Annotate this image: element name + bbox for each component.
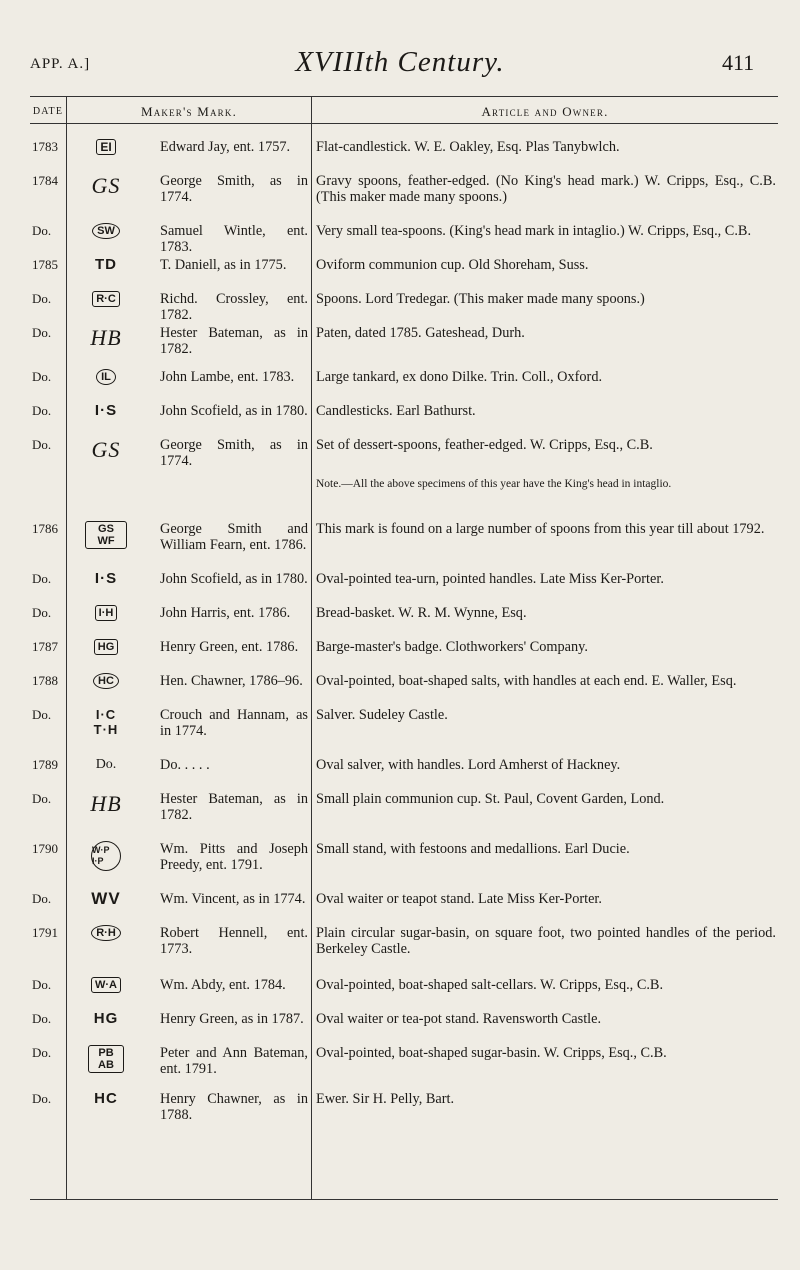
article-owner: Ewer. Sir H. Pelly, Bart. xyxy=(316,1091,455,1107)
row-date: 1788 xyxy=(32,673,58,688)
mark-stamp: W·P I·P xyxy=(91,841,121,871)
maker-mark xyxy=(70,291,142,307)
mark-stamp: W·A xyxy=(91,977,121,993)
maker-name: Peter and Ann Bateman, ent. 1791. xyxy=(160,1045,308,1077)
maker-mark xyxy=(70,139,142,155)
header-divider xyxy=(30,123,778,124)
maker-mark xyxy=(70,707,142,737)
article-owner: Oval salver, with handles. Lord Amherst of Hackney. xyxy=(316,757,621,773)
row-date: Do. xyxy=(32,571,52,586)
mark-stamp: IL xyxy=(96,369,116,385)
mark-stamp: I·H xyxy=(95,605,118,621)
maker-mark xyxy=(70,521,142,549)
maker-mark xyxy=(70,925,142,941)
maker-mark xyxy=(70,841,142,871)
mark-stamp: GS xyxy=(91,173,121,198)
maker-mark xyxy=(70,977,142,993)
maker-mark xyxy=(70,639,142,655)
row-date: Do. xyxy=(32,437,52,452)
maker-name: Edward Jay, ent. 1757. xyxy=(160,139,291,155)
maker-name: John Harris, ent. 1786. xyxy=(160,605,291,621)
mark-stamp: HB xyxy=(90,791,122,816)
row-date: Do. xyxy=(32,325,52,340)
row-date: Do. xyxy=(32,707,52,722)
row-date: Do. xyxy=(32,791,52,806)
maker-mark xyxy=(70,757,142,773)
article-owner: Spoons. Lord Tredegar. (This maker made many spoons.) xyxy=(316,291,645,307)
row-date: 1785 xyxy=(32,257,58,272)
article-owner: Barge-master's badge. Clothworkers' Company. xyxy=(316,639,588,655)
maker-mark xyxy=(70,257,142,272)
maker-name: John Scofield, as in 1780. xyxy=(160,571,308,587)
row-date: 1787 xyxy=(32,639,58,654)
column-divider xyxy=(311,97,312,1199)
mark-stamp: HB xyxy=(90,325,122,350)
maker-name: Wm. Pitts and Joseph Preedy, ent. 1791. xyxy=(160,841,308,873)
row-date: Do. xyxy=(32,369,52,384)
maker-name: Hen. Chawner, 1786–96. xyxy=(160,673,303,689)
row-date: Do. xyxy=(32,977,52,992)
article-owner: Oval-pointed, boat-shaped salt-cellars. W. Cripps, Esq., C.B. xyxy=(316,977,664,993)
maker-name: Wm. Abdy, ent. 1784. xyxy=(160,977,286,993)
article-owner: Oval waiter or teapot stand. Late Miss Ker-Porter. xyxy=(316,891,602,907)
article-owner: Very small tea-spoons. (King's head mark in intaglio.) W. Cripps, Esq., C.B. xyxy=(316,223,752,239)
maker-mark xyxy=(70,173,142,199)
column-divider xyxy=(66,97,67,1199)
article-owner: Salver. Sudeley Castle. xyxy=(316,707,448,723)
mark-stamp: I·C T·H xyxy=(93,707,119,737)
maker-mark xyxy=(70,437,142,463)
row-date: 1783 xyxy=(32,139,58,154)
maker-name: Wm. Vincent, as in 1774. xyxy=(160,891,306,907)
page-header-left: APP. A.] xyxy=(30,56,91,72)
maker-name: Samuel Wintle, ent. 1783. xyxy=(160,223,308,255)
maker-name: Do. . . . . xyxy=(160,757,210,773)
maker-mark xyxy=(70,673,142,689)
makers-marks-table xyxy=(30,96,778,1200)
row-date: 1791 xyxy=(32,925,58,940)
mark-stamp: HC xyxy=(94,1090,118,1107)
column-header-article: Article and Owner. xyxy=(481,104,609,119)
maker-name: Henry Green, as in 1787. xyxy=(160,1011,304,1027)
row-date: 1784 xyxy=(32,173,58,188)
mark-stamp: TD xyxy=(95,256,117,273)
maker-mark xyxy=(70,325,142,351)
maker-name: Hester Bateman, as in 1782. xyxy=(160,325,308,357)
maker-name: Richd. Crossley, ent. 1782. xyxy=(160,291,308,323)
article-owner: Plain circular sugar-basin, on square foot, two pointed handles of the period. Berkeley Castle. xyxy=(316,925,776,957)
article-owner: Large tankard, ex dono Dilke. Trin. Coll., Oxford. xyxy=(316,369,603,385)
mark-stamp: GS xyxy=(91,437,121,462)
article-owner: Paten, dated 1785. Gateshead, Durh. xyxy=(316,325,525,341)
mark-stamp: I·S xyxy=(94,570,118,587)
row-date: Do. xyxy=(32,223,52,238)
maker-name: George Smith and William Fearn, ent. 1786. xyxy=(160,521,308,553)
row-date: Do. xyxy=(32,403,52,418)
mark-stamp: SW xyxy=(92,223,120,239)
mark-stamp: EI xyxy=(96,139,115,155)
maker-name: John Lambe, ent. 1783. xyxy=(160,369,295,385)
maker-name: T. Daniell, as in 1775. xyxy=(160,257,287,273)
page-title: XVIIIth Century. xyxy=(295,46,505,78)
maker-mark xyxy=(70,571,142,586)
row-date: 1789 xyxy=(32,757,58,772)
mark-stamp: WV xyxy=(91,889,121,908)
mark-stamp: R·C xyxy=(92,291,120,307)
row-date: 1786 xyxy=(32,521,58,536)
maker-name: Crouch and Hannam, as in 1774. xyxy=(160,707,308,739)
article-owner: Small stand, with festoons and medallions. Earl Ducie. xyxy=(316,841,630,857)
article-owner: Bread-basket. W. R. M. Wynne, Esq. xyxy=(316,605,527,621)
row-date: Do. xyxy=(32,891,52,906)
column-header-date: DATE xyxy=(32,106,64,117)
article-owner: Oval-pointed tea-urn, pointed handles. Late Miss Ker-Porter. xyxy=(316,571,664,587)
row-date: Do. xyxy=(32,605,52,620)
maker-name: George Smith, as in 1774. xyxy=(160,173,308,205)
row-date: Do. xyxy=(32,291,52,306)
maker-name: Robert Hennell, ent. 1773. xyxy=(160,925,308,957)
article-owner: Oviform communion cup. Old Shoreham, Suss. xyxy=(316,257,589,273)
maker-mark xyxy=(70,1011,142,1026)
article-owner: This mark is found on a large number of spoons from this year till about 1792. xyxy=(316,521,765,537)
maker-mark xyxy=(70,403,142,418)
row-date: Do. xyxy=(32,1091,52,1106)
row-date: 1790 xyxy=(32,841,58,856)
maker-mark xyxy=(70,605,142,621)
maker-mark xyxy=(70,369,142,385)
article-owner: Small plain communion cup. St. Paul, Covent Garden, Lond. xyxy=(316,791,665,807)
mark-stamp: I·S xyxy=(94,402,118,419)
footnote: Note.—All the above specimens of this year have the King's head in intaglio. xyxy=(316,478,672,490)
mark-stamp: Do. xyxy=(95,757,117,772)
article-owner: Gravy spoons, feather-edged. (No King's head mark.) W. Cripps, Esq., C.B. (This maker made many spoons.) xyxy=(316,173,776,205)
maker-name: Henry Chawner, as in 1788. xyxy=(160,1091,308,1123)
row-date: Do. xyxy=(32,1011,52,1026)
maker-name: Hester Bateman, as in 1782. xyxy=(160,791,308,823)
mark-stamp: HC xyxy=(93,673,119,689)
maker-mark xyxy=(70,1091,142,1106)
maker-mark xyxy=(70,223,142,239)
mark-stamp: GS WF xyxy=(85,521,127,549)
maker-mark xyxy=(70,1045,142,1073)
maker-mark xyxy=(70,891,142,906)
article-owner: Candlesticks. Earl Bathurst. xyxy=(316,403,476,419)
article-owner: Set of dessert-spoons, feather-edged. W. Cripps, Esq., C.B. xyxy=(316,437,653,453)
page-number: 411 xyxy=(722,50,755,75)
article-owner: Oval-pointed, boat-shaped salts, with handles at each end. E. Waller, Esq. xyxy=(316,673,737,689)
mark-stamp: HG xyxy=(93,1010,119,1027)
mark-stamp: PB AB xyxy=(88,1045,124,1073)
row-date: Do. xyxy=(32,1045,52,1060)
maker-name: John Scofield, as in 1780. xyxy=(160,403,308,419)
maker-name: George Smith, as in 1774. xyxy=(160,437,308,469)
article-owner: Oval-pointed, boat-shaped sugar-basin. W. Cripps, Esq., C.B. xyxy=(316,1045,667,1061)
maker-mark xyxy=(70,791,142,817)
article-owner: Flat-candlestick. W. E. Oakley, Esq. Plas Tanybwlch. xyxy=(316,139,620,155)
maker-name: Henry Green, ent. 1786. xyxy=(160,639,299,655)
column-header-mark: Maker's Mark. xyxy=(140,104,238,119)
mark-stamp: R·H xyxy=(91,925,121,941)
article-owner: Oval waiter or tea-pot stand. Ravensworth Castle. xyxy=(316,1011,602,1027)
mark-stamp: HG xyxy=(94,639,119,655)
